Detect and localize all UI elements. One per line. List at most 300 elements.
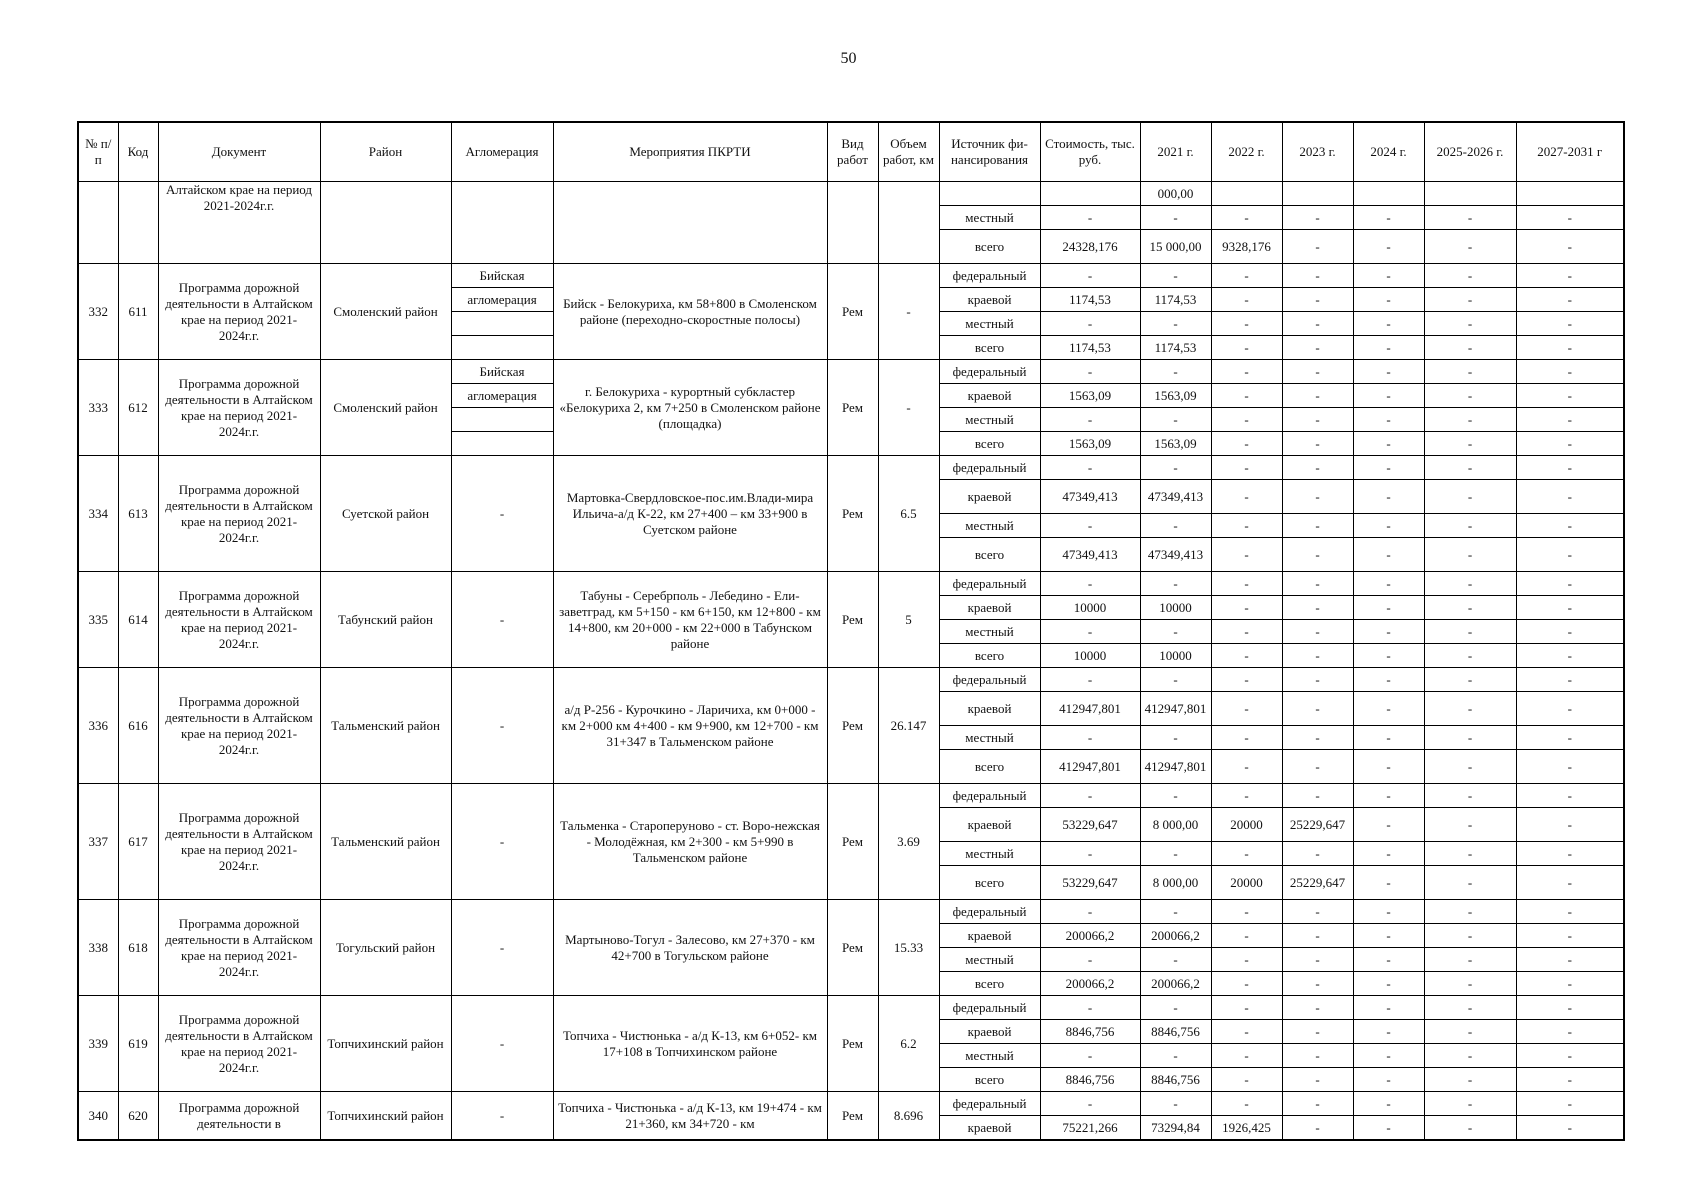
y2024-cell: - bbox=[1353, 264, 1424, 288]
num-cell: 340 bbox=[78, 1092, 118, 1141]
cost-cell: - bbox=[1040, 620, 1140, 644]
y2027-2031-cell: - bbox=[1516, 784, 1624, 808]
y2027-2031-cell: - bbox=[1516, 408, 1624, 432]
cost-cell: - bbox=[1040, 842, 1140, 866]
y2021-cell: 1563,09 bbox=[1140, 432, 1211, 456]
y2023-cell: - bbox=[1282, 620, 1353, 644]
volume-cell: 8.696 bbox=[878, 1092, 939, 1141]
num-cell: 334 bbox=[78, 456, 118, 572]
funding-source-cell: федеральный bbox=[939, 668, 1040, 692]
funding-source-cell: всего bbox=[939, 230, 1040, 264]
y2022-cell: - bbox=[1211, 1092, 1282, 1116]
table-row bbox=[78, 1092, 1624, 1116]
agglomeration-cell: агломерация bbox=[451, 288, 553, 312]
y2021-cell: - bbox=[1140, 996, 1211, 1020]
funding-source-cell: местный bbox=[939, 514, 1040, 538]
y2021-cell: - bbox=[1140, 842, 1211, 866]
funding-source-cell: федеральный bbox=[939, 264, 1040, 288]
funding-source-cell: краевой bbox=[939, 692, 1040, 726]
event-cell: а/д Р-256 - Курочкино - Ларичиха, км 0+000 - км 2+000 км 4+400 - км 9+900, км 12+700 - км 31+347 в Тальменском районе bbox=[553, 668, 827, 784]
cost-cell: - bbox=[1040, 668, 1140, 692]
y2022-cell: - bbox=[1211, 842, 1282, 866]
y2023-cell bbox=[1282, 182, 1353, 206]
y2021-cell: - bbox=[1140, 456, 1211, 480]
cost-cell: - bbox=[1040, 1092, 1140, 1116]
funding-source-cell: федеральный bbox=[939, 996, 1040, 1020]
y2025-2026-cell: - bbox=[1424, 312, 1516, 336]
num-cell: 332 bbox=[78, 264, 118, 360]
cost-cell: - bbox=[1040, 996, 1140, 1020]
y2027-2031-cell: - bbox=[1516, 1116, 1624, 1141]
document-cell: Программа дорожной деятельности в Алтайском крае на период 2021-2024г.г. bbox=[158, 900, 320, 996]
funding-source-cell: местный bbox=[939, 1044, 1040, 1068]
num-cell: 337 bbox=[78, 784, 118, 900]
y2025-2026-cell: - bbox=[1424, 288, 1516, 312]
funding-source-cell: местный bbox=[939, 948, 1040, 972]
y2025-2026-cell: - bbox=[1424, 1020, 1516, 1044]
y2021-cell: - bbox=[1140, 264, 1211, 288]
y2023-cell: - bbox=[1282, 750, 1353, 784]
event-cell: Бийск - Белокуриха, км 58+800 в Смоленском районе (переходно-скоростные полосы) bbox=[553, 264, 827, 360]
y2025-2026-cell: - bbox=[1424, 644, 1516, 668]
rayon-cell: Смоленский район bbox=[320, 360, 451, 456]
y2027-2031-cell: - bbox=[1516, 726, 1624, 750]
volume-cell: 5 bbox=[878, 572, 939, 668]
y2022-cell: 20000 bbox=[1211, 866, 1282, 900]
cost-cell: 412947,801 bbox=[1040, 692, 1140, 726]
funding-source-cell: краевой bbox=[939, 384, 1040, 408]
cost-cell: 10000 bbox=[1040, 596, 1140, 620]
y2024-cell: - bbox=[1353, 1044, 1424, 1068]
agglomeration-cell: агломерация bbox=[451, 384, 553, 408]
agglomeration-cell: - bbox=[451, 572, 553, 668]
road-program-table bbox=[77, 121, 1625, 1141]
agglomeration-cell bbox=[451, 432, 553, 456]
funding-source-cell: всего bbox=[939, 336, 1040, 360]
y2024-cell: - bbox=[1353, 360, 1424, 384]
y2023-cell: - bbox=[1282, 408, 1353, 432]
y2022-cell: - bbox=[1211, 432, 1282, 456]
header-2025-2026: 2025-2026 г. bbox=[1424, 122, 1516, 182]
y2023-cell: - bbox=[1282, 1020, 1353, 1044]
y2022-cell bbox=[1211, 182, 1282, 206]
code-cell: 616 bbox=[118, 668, 158, 784]
agglomeration-cell: Бийская bbox=[451, 360, 553, 384]
header-funding-source: Источник фи-нансирования bbox=[939, 122, 1040, 182]
y2024-cell: - bbox=[1353, 866, 1424, 900]
code-cell: 611 bbox=[118, 264, 158, 360]
y2022-cell: - bbox=[1211, 514, 1282, 538]
table-row bbox=[78, 784, 1624, 808]
y2022-cell: - bbox=[1211, 538, 1282, 572]
y2022-cell: - bbox=[1211, 668, 1282, 692]
funding-source-cell: федеральный bbox=[939, 1092, 1040, 1116]
header-row bbox=[78, 122, 1624, 182]
y2022-cell: - bbox=[1211, 1068, 1282, 1092]
y2025-2026-cell: - bbox=[1424, 538, 1516, 572]
y2021-cell: 47349,413 bbox=[1140, 538, 1211, 572]
y2027-2031-cell: - bbox=[1516, 514, 1624, 538]
cost-cell: - bbox=[1040, 726, 1140, 750]
y2023-cell: - bbox=[1282, 230, 1353, 264]
table-row bbox=[78, 264, 1624, 288]
num-cell: 335 bbox=[78, 572, 118, 668]
y2024-cell: - bbox=[1353, 596, 1424, 620]
table-row bbox=[78, 360, 1624, 384]
y2023-cell: - bbox=[1282, 1092, 1353, 1116]
volume-cell bbox=[878, 182, 939, 264]
rayon-cell: Табунский район bbox=[320, 572, 451, 668]
funding-source-cell bbox=[939, 182, 1040, 206]
cost-cell: - bbox=[1040, 1044, 1140, 1068]
y2025-2026-cell: - bbox=[1424, 784, 1516, 808]
cost-cell: 24328,176 bbox=[1040, 230, 1140, 264]
y2022-cell: 20000 bbox=[1211, 808, 1282, 842]
y2025-2026-cell: - bbox=[1424, 408, 1516, 432]
y2022-cell: - bbox=[1211, 784, 1282, 808]
header-2024: 2024 г. bbox=[1353, 122, 1424, 182]
y2025-2026-cell: - bbox=[1424, 996, 1516, 1020]
y2023-cell: - bbox=[1282, 924, 1353, 948]
y2022-cell: - bbox=[1211, 572, 1282, 596]
y2024-cell: - bbox=[1353, 620, 1424, 644]
y2025-2026-cell: - bbox=[1424, 692, 1516, 726]
agglomeration-cell: Бийская bbox=[451, 264, 553, 288]
work-type-cell: Рем bbox=[827, 900, 878, 996]
y2023-cell: - bbox=[1282, 996, 1353, 1020]
code-cell: 614 bbox=[118, 572, 158, 668]
y2025-2026-cell: - bbox=[1424, 384, 1516, 408]
cost-cell: - bbox=[1040, 264, 1140, 288]
y2022-cell: - bbox=[1211, 900, 1282, 924]
funding-source-cell: федеральный bbox=[939, 784, 1040, 808]
header-2023: 2023 г. bbox=[1282, 122, 1353, 182]
y2021-cell: 8 000,00 bbox=[1140, 808, 1211, 842]
y2023-cell: 25229,647 bbox=[1282, 808, 1353, 842]
event-cell: Табуны - Серебрполь - Лебедино - Ели-заветград, км 5+150 - км 6+150, км 12+800 - км 14+800, км 20+000 - км 22+000 в Табунском районе bbox=[553, 572, 827, 668]
y2027-2031-cell: - bbox=[1516, 972, 1624, 996]
y2023-cell: - bbox=[1282, 726, 1353, 750]
y2023-cell: - bbox=[1282, 384, 1353, 408]
funding-source-cell: местный bbox=[939, 206, 1040, 230]
y2025-2026-cell: - bbox=[1424, 264, 1516, 288]
cost-cell: 200066,2 bbox=[1040, 924, 1140, 948]
y2022-cell: - bbox=[1211, 288, 1282, 312]
event-cell: Мартовка-Свердловское-пос.им.Влади-мира Ильича-а/д К-22, км 27+400 – км 33+900 в Суетском районе bbox=[553, 456, 827, 572]
y2021-cell: - bbox=[1140, 408, 1211, 432]
cost-cell: - bbox=[1040, 408, 1140, 432]
code-cell: 613 bbox=[118, 456, 158, 572]
header-2022: 2022 г. bbox=[1211, 122, 1282, 182]
y2021-cell: 412947,801 bbox=[1140, 692, 1211, 726]
y2025-2026-cell: - bbox=[1424, 1092, 1516, 1116]
y2022-cell: - bbox=[1211, 644, 1282, 668]
funding-source-cell: федеральный bbox=[939, 456, 1040, 480]
agglomeration-cell bbox=[451, 408, 553, 432]
y2021-cell: 10000 bbox=[1140, 596, 1211, 620]
y2024-cell: - bbox=[1353, 842, 1424, 866]
event-cell: Топчиха - Чистюнька - а/д К-13, км 6+052- км 17+108 в Топчихинском районе bbox=[553, 996, 827, 1092]
header-num: № п/п bbox=[78, 122, 118, 182]
y2025-2026-cell: - bbox=[1424, 620, 1516, 644]
agglomeration-cell: - bbox=[451, 668, 553, 784]
y2024-cell: - bbox=[1353, 924, 1424, 948]
work-type-cell: Рем bbox=[827, 784, 878, 900]
y2021-cell: 1174,53 bbox=[1140, 336, 1211, 360]
y2024-cell: - bbox=[1353, 432, 1424, 456]
y2025-2026-cell bbox=[1424, 182, 1516, 206]
agglomeration-cell: - bbox=[451, 996, 553, 1092]
cost-cell: - bbox=[1040, 948, 1140, 972]
funding-source-cell: краевой bbox=[939, 808, 1040, 842]
y2023-cell: - bbox=[1282, 480, 1353, 514]
y2022-cell: - bbox=[1211, 1020, 1282, 1044]
y2025-2026-cell: - bbox=[1424, 900, 1516, 924]
y2025-2026-cell: - bbox=[1424, 972, 1516, 996]
y2025-2026-cell: - bbox=[1424, 230, 1516, 264]
y2024-cell: - bbox=[1353, 784, 1424, 808]
y2024-cell bbox=[1353, 182, 1424, 206]
rayon-cell: Тогульский район bbox=[320, 900, 451, 996]
event-cell bbox=[553, 182, 827, 264]
y2027-2031-cell: - bbox=[1516, 866, 1624, 900]
table-row bbox=[78, 456, 1624, 480]
header-document: Документ bbox=[158, 122, 320, 182]
cost-cell: 1563,09 bbox=[1040, 384, 1140, 408]
funding-source-cell: федеральный bbox=[939, 900, 1040, 924]
y2021-cell: 10000 bbox=[1140, 644, 1211, 668]
cost-cell: - bbox=[1040, 784, 1140, 808]
y2021-cell: 1174,53 bbox=[1140, 288, 1211, 312]
y2025-2026-cell: - bbox=[1424, 726, 1516, 750]
volume-cell: - bbox=[878, 264, 939, 360]
header-volume: Объем работ, км bbox=[878, 122, 939, 182]
code-cell: 618 bbox=[118, 900, 158, 996]
y2025-2026-cell: - bbox=[1424, 480, 1516, 514]
num-cell: 333 bbox=[78, 360, 118, 456]
cost-cell: - bbox=[1040, 456, 1140, 480]
y2021-cell: 15 000,00 bbox=[1140, 230, 1211, 264]
cost-cell: 200066,2 bbox=[1040, 972, 1140, 996]
y2027-2031-cell: - bbox=[1516, 336, 1624, 360]
y2024-cell: - bbox=[1353, 948, 1424, 972]
funding-source-cell: местный bbox=[939, 312, 1040, 336]
funding-source-cell: федеральный bbox=[939, 360, 1040, 384]
event-cell: Топчиха - Чистюнька - а/д К-13, км 19+474 - км 21+360, км 34+720 - км bbox=[553, 1092, 827, 1141]
funding-source-cell: всего bbox=[939, 644, 1040, 668]
table-row bbox=[78, 900, 1624, 924]
header-2027-2031: 2027-2031 г bbox=[1516, 122, 1624, 182]
rayon-cell bbox=[320, 182, 451, 264]
funding-source-cell: федеральный bbox=[939, 572, 1040, 596]
y2025-2026-cell: - bbox=[1424, 1068, 1516, 1092]
work-type-cell bbox=[827, 182, 878, 264]
y2024-cell: - bbox=[1353, 456, 1424, 480]
y2023-cell: - bbox=[1282, 432, 1353, 456]
agglomeration-cell: - bbox=[451, 456, 553, 572]
funding-source-cell: краевой bbox=[939, 288, 1040, 312]
work-type-cell: Рем bbox=[827, 572, 878, 668]
work-type-cell: Рем bbox=[827, 668, 878, 784]
y2023-cell: - bbox=[1282, 514, 1353, 538]
header-work-type: Вид работ bbox=[827, 122, 878, 182]
agglomeration-cell bbox=[451, 312, 553, 336]
cost-cell: 47349,413 bbox=[1040, 538, 1140, 572]
agglomeration-cell bbox=[451, 182, 553, 264]
y2022-cell: - bbox=[1211, 336, 1282, 360]
work-type-cell: Рем bbox=[827, 996, 878, 1092]
y2025-2026-cell: - bbox=[1424, 808, 1516, 842]
y2024-cell: - bbox=[1353, 384, 1424, 408]
cost-cell: - bbox=[1040, 360, 1140, 384]
event-cell: г. Белокуриха - курортный субкластер «Белокуриха 2, км 7+250 в Смоленском районе (площадка) bbox=[553, 360, 827, 456]
y2022-cell: - bbox=[1211, 996, 1282, 1020]
y2027-2031-cell: - bbox=[1516, 996, 1624, 1020]
num-cell: 339 bbox=[78, 996, 118, 1092]
y2023-cell: - bbox=[1282, 538, 1353, 572]
document-cell: Алтайском крае на период 2021-2024г.г. bbox=[158, 182, 320, 264]
document-cell: Программа дорожной деятельности в Алтайском крае на период 2021-2024г.г. bbox=[158, 456, 320, 572]
y2021-cell: 73294,84 bbox=[1140, 1116, 1211, 1141]
y2027-2031-cell: - bbox=[1516, 360, 1624, 384]
cost-cell: 1174,53 bbox=[1040, 288, 1140, 312]
funding-source-cell: всего bbox=[939, 972, 1040, 996]
funding-source-cell: всего bbox=[939, 750, 1040, 784]
cost-cell: - bbox=[1040, 572, 1140, 596]
funding-source-cell: местный bbox=[939, 620, 1040, 644]
header-event: Мероприятия ПКРТИ bbox=[553, 122, 827, 182]
y2022-cell: - bbox=[1211, 972, 1282, 996]
document-cell: Программа дорожной деятельности в Алтайском крае на период 2021-2024г.г. bbox=[158, 264, 320, 360]
code-cell: 620 bbox=[118, 1092, 158, 1141]
event-cell: Мартыново-Тогул - Залесово, км 27+370 - км 42+700 в Тогульском районе bbox=[553, 900, 827, 996]
y2025-2026-cell: - bbox=[1424, 432, 1516, 456]
rayon-cell: Смоленский район bbox=[320, 264, 451, 360]
y2027-2031-cell: - bbox=[1516, 264, 1624, 288]
y2024-cell: - bbox=[1353, 900, 1424, 924]
y2027-2031-cell: - bbox=[1516, 668, 1624, 692]
y2027-2031-cell: - bbox=[1516, 432, 1624, 456]
funding-source-cell: всего bbox=[939, 866, 1040, 900]
y2024-cell: - bbox=[1353, 312, 1424, 336]
y2027-2031-cell: - bbox=[1516, 312, 1624, 336]
y2022-cell: - bbox=[1211, 596, 1282, 620]
funding-source-cell: местный bbox=[939, 408, 1040, 432]
volume-cell: 6.2 bbox=[878, 996, 939, 1092]
y2025-2026-cell: - bbox=[1424, 842, 1516, 866]
code-cell: 617 bbox=[118, 784, 158, 900]
y2022-cell: - bbox=[1211, 480, 1282, 514]
y2023-cell: - bbox=[1282, 288, 1353, 312]
table-row bbox=[78, 572, 1624, 596]
num-cell: 338 bbox=[78, 900, 118, 996]
cost-cell: 10000 bbox=[1040, 644, 1140, 668]
event-cell: Тальменка - Староперунoво - ст. Воро-нежская - Молодёжная, км 2+300 - км 5+990 в Тальменском районе bbox=[553, 784, 827, 900]
y2021-cell: - bbox=[1140, 668, 1211, 692]
y2021-cell: 8 000,00 bbox=[1140, 866, 1211, 900]
header-2021: 2021 г. bbox=[1140, 122, 1211, 182]
y2021-cell: 000,00 bbox=[1140, 182, 1211, 206]
funding-source-cell: всего bbox=[939, 1068, 1040, 1092]
y2024-cell: - bbox=[1353, 808, 1424, 842]
y2027-2031-cell: - bbox=[1516, 900, 1624, 924]
y2021-cell: - bbox=[1140, 784, 1211, 808]
agglomeration-cell bbox=[451, 336, 553, 360]
y2021-cell: 200066,2 bbox=[1140, 972, 1211, 996]
y2021-cell: 1563,09 bbox=[1140, 384, 1211, 408]
rayon-cell: Топчихинский район bbox=[320, 1092, 451, 1141]
y2023-cell: - bbox=[1282, 1044, 1353, 1068]
table-row bbox=[78, 182, 1624, 206]
y2027-2031-cell: - bbox=[1516, 1068, 1624, 1092]
y2023-cell: - bbox=[1282, 1116, 1353, 1141]
y2027-2031-cell: - bbox=[1516, 1044, 1624, 1068]
header-cost: Стоимость, тыс. руб. bbox=[1040, 122, 1140, 182]
y2023-cell: - bbox=[1282, 842, 1353, 866]
y2022-cell: - bbox=[1211, 264, 1282, 288]
work-type-cell: Рем bbox=[827, 456, 878, 572]
cost-cell: 53229,647 bbox=[1040, 866, 1140, 900]
document-cell: Программа дорожной деятельности в Алтайском крае на период 2021-2024г.г. bbox=[158, 668, 320, 784]
y2021-cell: 200066,2 bbox=[1140, 924, 1211, 948]
y2024-cell: - bbox=[1353, 230, 1424, 264]
document-cell: Программа дорожной деятельности в bbox=[158, 1092, 320, 1141]
y2027-2031-cell: - bbox=[1516, 206, 1624, 230]
y2027-2031-cell: - bbox=[1516, 808, 1624, 842]
y2025-2026-cell: - bbox=[1424, 1044, 1516, 1068]
y2021-cell: - bbox=[1140, 726, 1211, 750]
agglomeration-cell: - bbox=[451, 900, 553, 996]
y2027-2031-cell: - bbox=[1516, 620, 1624, 644]
y2025-2026-cell: - bbox=[1424, 866, 1516, 900]
cost-cell bbox=[1040, 182, 1140, 206]
y2022-cell: - bbox=[1211, 692, 1282, 726]
y2024-cell: - bbox=[1353, 572, 1424, 596]
y2021-cell: - bbox=[1140, 948, 1211, 972]
y2024-cell: - bbox=[1353, 726, 1424, 750]
header-agglomeration: Агломерация bbox=[451, 122, 553, 182]
y2022-cell: 1926,425 bbox=[1211, 1116, 1282, 1141]
funding-source-cell: краевой bbox=[939, 1116, 1040, 1141]
y2025-2026-cell: - bbox=[1424, 206, 1516, 230]
y2024-cell: - bbox=[1353, 996, 1424, 1020]
y2025-2026-cell: - bbox=[1424, 596, 1516, 620]
table-row bbox=[78, 668, 1624, 692]
y2023-cell: - bbox=[1282, 972, 1353, 996]
y2024-cell: - bbox=[1353, 1068, 1424, 1092]
header-code: Код bbox=[118, 122, 158, 182]
y2027-2031-cell: - bbox=[1516, 948, 1624, 972]
y2024-cell: - bbox=[1353, 1020, 1424, 1044]
y2023-cell: - bbox=[1282, 1068, 1353, 1092]
y2022-cell: - bbox=[1211, 456, 1282, 480]
cost-cell: - bbox=[1040, 514, 1140, 538]
funding-source-cell: краевой bbox=[939, 596, 1040, 620]
y2024-cell: - bbox=[1353, 972, 1424, 996]
y2025-2026-cell: - bbox=[1424, 1116, 1516, 1141]
y2023-cell: - bbox=[1282, 900, 1353, 924]
y2024-cell: - bbox=[1353, 206, 1424, 230]
y2021-cell: - bbox=[1140, 572, 1211, 596]
y2024-cell: - bbox=[1353, 480, 1424, 514]
y2022-cell: - bbox=[1211, 726, 1282, 750]
y2021-cell: - bbox=[1140, 206, 1211, 230]
y2023-cell: - bbox=[1282, 596, 1353, 620]
cost-cell: - bbox=[1040, 312, 1140, 336]
funding-source-cell: местный bbox=[939, 842, 1040, 866]
y2023-cell: - bbox=[1282, 264, 1353, 288]
y2024-cell: - bbox=[1353, 1092, 1424, 1116]
